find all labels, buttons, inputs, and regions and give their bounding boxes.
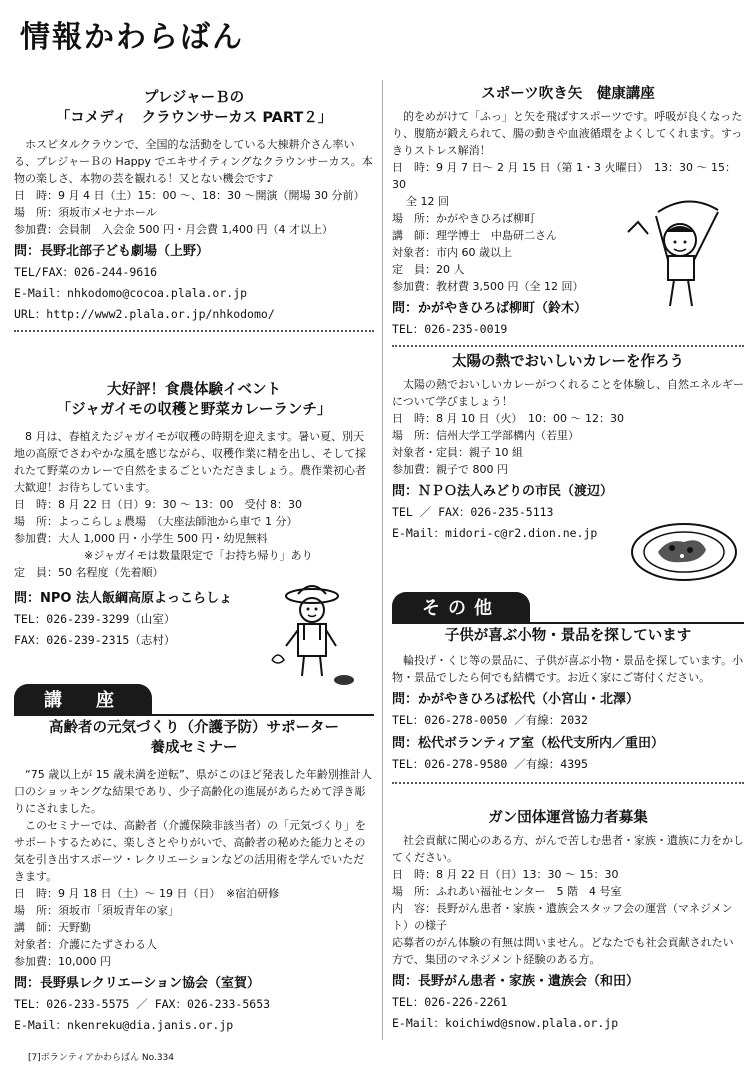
event-lecturer: 講 師：理学博士 中島研二さん <box>392 229 557 242</box>
event-target: 対象者：市内 60 歳以上 <box>392 246 512 259</box>
contact-tel: TEL：026-278-0050 ／有線：2032 <box>392 713 588 727</box>
contact-url[interactable]: URL：http://www2.plala.or.jp/nhkodomo/ <box>14 307 275 321</box>
event-title: 大好評！食農体験イベント <box>107 382 281 398</box>
event-body: 輪投げ・くじ等の景品に、子供が喜ぶ小物・景品を探しています。小物・景品でしたら何でも結構です。お近く家にご寄付ください。 <box>392 654 744 684</box>
event-date: 日 時：8 月 10 日（火） 10：00 ～ 12：30 <box>392 412 624 425</box>
event-fee: 参加費：会員制 入会金 500 円・月会費 1,400 円（4 才以上） <box>14 223 333 236</box>
event-place: 場 所：須坂市「須坂青年の家」 <box>14 904 179 917</box>
event-title: 太陽の熱でおいしいカレーを作ろう <box>452 354 684 370</box>
event-capacity: 定 員：20 人 <box>392 263 465 276</box>
event-place: 場 所：信州大学工学部構内（若里） <box>392 429 579 442</box>
event-note: ※ジャガイモは数量限定で「お持ち帰り」あり <box>84 549 313 562</box>
section-header-others <box>392 592 744 624</box>
event-note: 応募者のがん体験の有無は問いません。どなたでも社会貢献されたい方で、集団のマネジメント経験のある方。 <box>392 936 734 966</box>
event-cancer-group <box>392 808 744 1033</box>
event-place: 場 所：かがやきひろば柳町 <box>392 212 535 225</box>
event-date: 日 時：8 月 22 日（日）9：30 ～ 13：00 受付 8：30 <box>14 498 302 511</box>
contact-tel: TEL：026-226-2261 <box>392 995 508 1009</box>
event-fee: 参加費：教材費 3,500 円（全 12 回） <box>392 280 584 293</box>
contact-email[interactable]: E-Mail：nhkodomo@cocoa.plala.or.jp <box>14 286 248 300</box>
contact-org: 問：NPO 法人飯綱高原よっこらしょ <box>14 591 232 606</box>
event-lecturer: 講 師：天野勤 <box>14 921 91 934</box>
event-target: 対象者・定員：親子 10 組 <box>392 446 523 459</box>
contact-org: 問：長野北部子ども劇場（上野） <box>14 244 210 259</box>
contact-tel: TEL：026-235-0019 <box>392 322 508 336</box>
stretching-person-illustration <box>618 192 738 310</box>
event-title: 「コメディ クラウンサーカス PART２」 <box>55 110 333 126</box>
section-divider <box>392 345 744 347</box>
event-fee: 参加費：親子で 800 円 <box>392 463 508 476</box>
contact-tel: TEL：026-278-9580 ／有線：4395 <box>392 757 588 771</box>
page-title: 情報かわらばん <box>20 20 244 55</box>
contact-email[interactable]: E-Mail：midori-c@r2.dion.ne.jp <box>392 526 598 540</box>
event-title: 養成セミナー <box>150 740 238 756</box>
event-title: プレジャーＢの <box>143 90 245 106</box>
section-divider <box>392 782 744 784</box>
event-body: 太陽の熱でおいしいカレーがつくれることを体験し、自然エネルギーについて学びましょう！ <box>392 378 744 408</box>
event-content: 内 容：長野がん患者・家族・遺族会スタッフ会の運営（マネジメント）の様子 <box>392 902 733 932</box>
event-body: 社会貢献に関心のある方、がんで苦しむ患者・家族・遺族に力をかしてください。 <box>392 834 744 864</box>
event-date: 日 時：8 月 22 日（日）13：30 ～ 15：30 <box>392 868 619 881</box>
event-prize-collection <box>392 626 744 784</box>
section-header-lectures <box>14 684 374 716</box>
event-body: “75 歳以上が 15 歳未満を逆転”、県がこのほど発表した年齢別推計人口のショッキングな結果であり、少子高齢化の進展があらためて浮き彫りにされました。 <box>14 768 372 815</box>
event-place: 場 所：須坂市メセナホール <box>14 206 157 219</box>
farmer-illustration <box>264 580 359 685</box>
contact-tel: TEL：026-233-5575 ／ FAX：026-233-5653 <box>14 997 271 1011</box>
contact-org: 問：かがやきひろば柳町（鈴木） <box>392 301 588 316</box>
contact-fax: FAX：026-239-2315（志村） <box>14 633 176 647</box>
event-body: このセミナーでは、高齢者（介護保険非該当者）の「元気づくり」をサポートするために、楽しさとやりがいで、高齢者の秘めた能力とその気を引き出すスポーツ・レクリエーションなどの活用術を学んでいただきます。 <box>14 819 366 883</box>
event-clown-circus <box>14 88 374 332</box>
contact-tel: TEL：026-239-3299（山室） <box>14 612 176 626</box>
event-date: 日 時：9 月 4 日（土）15：00 ～、18：30 ～開演（開場 30 分前） <box>14 189 365 202</box>
event-title: スポーツ吹き矢 健康講座 <box>481 86 655 102</box>
contact-email[interactable]: E-Mail：nkenreku@dia.janis.or.jp <box>14 1018 234 1032</box>
event-body: ホスピタルクラウンで、全国的な活動をしている大棟耕介さん率いる、プレジャーＢの Happy でエキサイティングなクラウンサーカス。本物の楽しさ、本物の芸を観れる！又とない機会です♪ <box>14 138 373 185</box>
event-fee: 参加費：大人 1,000 円・小学生 500 円・幼児無料 <box>14 532 268 545</box>
contact-org: 問：ＮＰＯ法人みどりの市民（渡辺） <box>392 484 614 499</box>
contact-org: 問：かがやきひろば松代（小宮山・北澤） <box>392 692 640 707</box>
curry-plate-illustration <box>628 516 740 586</box>
contact-tel: TEL ／ FAX：026-235-5113 <box>392 505 554 519</box>
section-label: 講 座 <box>14 684 152 714</box>
contact-org: 問：長野県レクリエーション協会（室賀） <box>14 976 260 991</box>
event-place: 場 所：ふれあい福祉センター 5 階 4 号室 <box>392 885 622 898</box>
section-divider <box>14 330 374 332</box>
contact-org: 問：長野がん患者・家族・遺族会（和田） <box>392 974 640 989</box>
event-date: 日 時：9 月 7 日～ 2 月 15 日（第 1・3 火曜日） 13：30 ～ 15：30 <box>392 161 736 191</box>
event-body: 8 月は、春植えたジャガイモが収穫の時期を迎えます。暑い夏、別天地の高原でさわやかな風を感じながら、収穫作業に精を出し、そして採れたて野菜のカレーで自然をまるごといただきましょう。農作業初心者大歓迎！お待ちしています。 <box>14 430 366 494</box>
contact-org: 問：松代ボランティア室（松代支所内／重田） <box>392 736 664 751</box>
event-elderly-seminar <box>14 718 374 1035</box>
event-body: 的をめがけて「ふっ」と矢を飛ばすスポーツです。呼吸が良くなったり、腹筋が鍛えられて、腸の動きや血液循環をよくしてくれます。すっきりストレス解消！ <box>392 110 743 157</box>
section-label: その他 <box>392 592 530 622</box>
contact-tel: TEL/FAX：026-244-9616 <box>14 265 158 279</box>
contact-email[interactable]: E-Mail：koichiwd@snow.plala.or.jp <box>392 1016 619 1030</box>
event-target: 対象者：介護にたずさわる人 <box>14 938 157 951</box>
event-title: 高齢者の元気づくり（介護予防）サポーター <box>49 720 339 736</box>
page-footer: [7]ボランティアかわらばん No.334 <box>28 1053 175 1063</box>
event-title: 子供が喜ぶ小物・景品を探しています <box>444 628 692 644</box>
event-title: 「ジャガイモの収穫と野菜カレーランチ」 <box>56 402 332 418</box>
event-title: ガン団体運営協力者募集 <box>488 810 648 826</box>
event-count: 全 12 回 <box>406 195 449 208</box>
event-fee: 参加費：10,000 円 <box>14 955 111 968</box>
column-divider <box>382 80 383 1040</box>
event-solar-curry <box>392 352 744 543</box>
event-place: 場 所：よっこらしょ農場 （大座法師池から車で 1 分） <box>14 515 298 528</box>
event-capacity: 定 員：50 名程度（先着順） <box>14 566 164 579</box>
event-date: 日 時：9 月 18 日（土）～ 19 日（日） ※宿泊研修 <box>14 887 280 900</box>
